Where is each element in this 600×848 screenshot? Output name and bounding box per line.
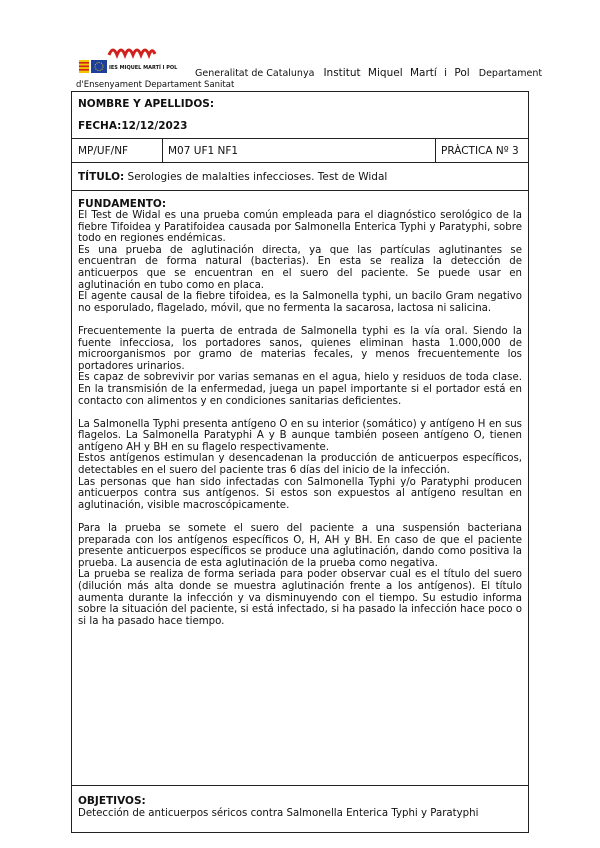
- header-line: [195, 67, 542, 79]
- module-code: M07 UF1 NF1: [168, 145, 239, 157]
- divider: [162, 139, 163, 162]
- paragraph: Es capaz de sobrevivir por varias semanas en el agua, hielo y residuos de toda clase. En la transmisión de la enfermedad, juega un papel importante si el portador está en contacto con alimentos y en condiciones sanitarias deficientes.: [78, 372, 522, 407]
- paragraph: Frecuentemente la puerta de entrada de Salmonella typhi es la vía oral. Siendo la fuente infecciosa, los portadores sanos, quienes eliminan hasta 1.000,000 de microorganismos por gramo de materias fecales, y menos frecuentemente los portadores urinarios.: [78, 325, 522, 372]
- titulo-label: TÍTULO:: [78, 171, 125, 183]
- paragraph: La prueba se realiza de forma seriada para poder observar cual es el título del suero (dilución más alta donde se muestra aglutinación frente a los antígenos). El título aumenta durante la infección y va disminuyendo con el tiempo. Su estudio informa sobre la situación del paciente, si está infectado, si ha pasado la infección hace poco o si la ha pasado hace tiempo.: [78, 569, 522, 627]
- institut-text: Institut Miquel Martí i Pol: [323, 67, 470, 79]
- title-line: [78, 171, 387, 183]
- logo-graphic: [77, 40, 207, 80]
- paragraph: Las personas que han sido infectadas con Salmonella Typhi y/o Paratyphi producen anticuerpos contra sus antígenos. Si estos son expuestos al antígeno resultan en aglutinación, visible macroscópicamente.: [78, 476, 522, 511]
- paragraph: Para la prueba se somete el suero del paciente a una suspensión bacteriana preparada con los antígenos específicos O, H, AH y BH. En caso de que el paciente presente anticuerpos específicos se produce una aglutinación, dando como positiva la prueba. La ausencia de esta aglutinación de la prueba como negativa.: [78, 523, 522, 569]
- fecha-label: FECHA:12/12/2023: [78, 120, 188, 132]
- divider: [435, 139, 436, 162]
- fundamento-body: [78, 210, 522, 627]
- module-row: [71, 138, 529, 163]
- paragraph: El agente causal de la fiebre tifoidea, es la Salmonella typhi, un bacilo Gram negativo no esporulado, flagelado, móvil, que no fermenta la sacarosa, lactosa ni salicina.: [78, 291, 522, 314]
- objetivos-text: Detección de anticuerpos séricos contra Salmonella Enterica Typhi y Paratyphi: [78, 808, 479, 819]
- paragraph: La Salmonella Typhi presenta antígeno O en su interior (somático) y antígeno H en sus flagelos. La Salmonella Paratyphi A y B aunque también poseen antígeno O, tienen antígeno AH y BH en su flagelo respectivamente.: [78, 418, 522, 453]
- name-date-box: [71, 91, 529, 139]
- nombre-label: NOMBRE Y APELLIDOS:: [78, 98, 215, 110]
- paragraph: Estos antígenos estimulan y desencadenan la producción de anticuerpos específicos, detectables en el suero del paciente tras 6 días del inicio de la infección.: [78, 453, 522, 477]
- practica-number: PRÀCTICA Nº 3: [441, 145, 519, 157]
- objetivos-label: OBJETIVOS:: [78, 795, 146, 807]
- fundamento-box: [71, 190, 529, 786]
- mp-label: MP/UF/NF: [78, 145, 129, 157]
- paragraph: Es una prueba de aglutinación directa, ya que las partículas aglutinantes se encuentran de forma natural (bacterias). En esta se realiza la detección de anticuerpos que se encuentran en el suero del paciente. Se puede usar en aglutinación en tubo como en placa.: [78, 244, 522, 291]
- titulo-text: Serologies de malalties infeccioses. Test de Widal: [124, 171, 388, 183]
- document-header: [77, 40, 547, 92]
- objetivos-box: [71, 785, 529, 833]
- fundamento-label: FUNDAMENTO:: [78, 198, 167, 210]
- logos: [77, 40, 207, 80]
- logo-text: IES MIQUEL MARTÍ I POL: [109, 65, 178, 71]
- dept-line2: d'Ensenyament Departament Sanitat: [76, 80, 235, 90]
- title-row: [71, 162, 529, 191]
- gencat-text: Generalitat de Catalunya: [195, 68, 315, 79]
- dept-text: Departament: [478, 68, 543, 79]
- paragraph: El Test de Widal es una prueba común empleada para el diagnóstico serológico de la fiebre Tifoidea y Paratifoidea causada por Salmonella Enterica Typhi y Paratyphi, sobre todo en regiones endémicas.: [78, 210, 522, 245]
